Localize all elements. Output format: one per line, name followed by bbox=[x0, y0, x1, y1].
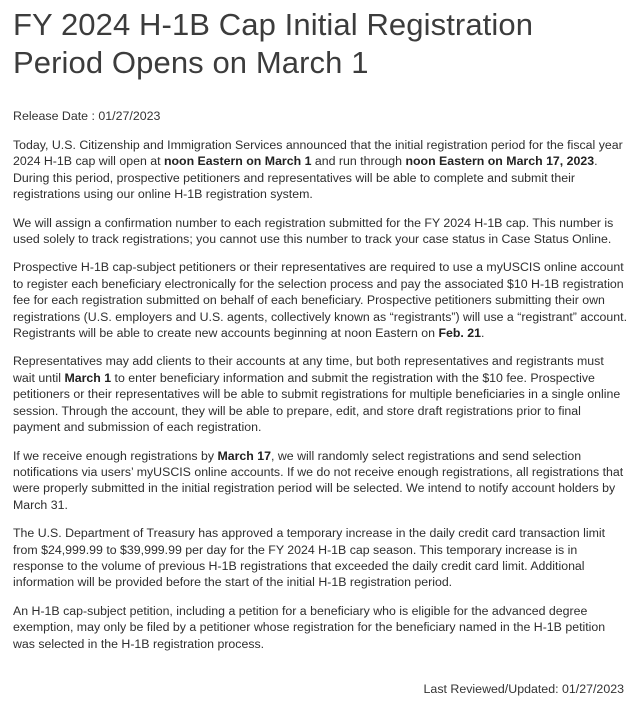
paragraph-1 bbox=[13, 137, 628, 203]
paragraph-text: If we receive enough registrations by bbox=[13, 448, 218, 463]
paragraph-7 bbox=[13, 603, 628, 652]
bold-text: noon Eastern on March 1 bbox=[163, 154, 312, 169]
paragraph-2 bbox=[13, 215, 628, 248]
paragraph-text: We will assign a confirmation number to each registration submitted for the FY 2024 H-1B cap. This number is used solely to track registrations; you cannot use this number to track your case status in Case Status Online. bbox=[13, 215, 614, 247]
paragraph-text: . During this period, prospective petitioners and representatives will be able to complete and submit their registrations using our online H-1B registration system. bbox=[13, 154, 598, 202]
paragraph-text: Today, U.S. Citizenship and Immigration Services announced that the initial registration period for the fiscal year 2024 H-1B cap will open at bbox=[13, 138, 623, 169]
paragraph-4 bbox=[13, 353, 628, 435]
article-body bbox=[13, 137, 628, 652]
paragraph-6 bbox=[13, 525, 628, 591]
page-title: FY 2024 H-1B Cap Initial Registration Period Opens on March 1 bbox=[13, 7, 534, 80]
paragraph-text: The U.S. Department of Treasury has approved a temporary increase in the daily credit card transaction limit from $24,999.99 to $39,999.99 per day for the FY 2024 H-1B cap season. This temporary increase is in response to the volume of previous H-1B registrations that exceeded the daily credit card limit. Additional information will be provided before the start of the initial H-1B registration period. bbox=[13, 526, 606, 590]
bold-text: March 1 bbox=[64, 370, 112, 385]
paragraph-text: . bbox=[480, 326, 485, 341]
bold-text: noon Eastern on March 17, 2023 bbox=[405, 154, 595, 169]
paragraph-3 bbox=[13, 259, 628, 341]
bold-text: March 17 bbox=[217, 448, 271, 463]
paragraph-text: Prospective H-1B cap-subject petitioners or their representatives are required to use a myUSCIS online account to register each beneficiary electronically for the selection process and pay the associated $10 H-1B registration fee for each registration submitted on behalf of each beneficiary. Prospective petitioners submitting their own registrations (U.S. employers and U.S. agents, collectively known as “registrants”) will use a “registrant” account. Registrants will be able to create new accounts beginning at noon Eastern on bbox=[13, 260, 627, 341]
last-reviewed: Last Reviewed/Updated: 01/27/2023 bbox=[423, 682, 624, 696]
paragraph-text: to enter beneficiary information and submit the registration with the $10 fee. Prospective petitioners or their representatives will be able to submit registrations for multiple beneficiaries in a single online session. Through the account, they will be able to prepare, edit, and store draft registrations prior to final payment and submission of each registration. bbox=[13, 370, 621, 435]
paragraph-text: An H-1B cap-subject petition, including a petition for a beneficiary who is eligible for the advanced degree exemption, may only be filed by a petitioner whose registration for the beneficiary named in the H-1B petition was selected in the H-1B registration process. bbox=[13, 603, 606, 651]
paragraph-text: and run through bbox=[311, 154, 406, 169]
paragraph-text: Representatives may add clients to their accounts at any time, but both representatives and registrants must wait until bbox=[13, 354, 604, 385]
release-date: Release Date : 01/27/2023 bbox=[13, 109, 161, 123]
paragraph-5 bbox=[13, 448, 628, 514]
paragraph-text: , we will randomly select registrations and send selection notifications via users’ myUSCIS online accounts. If we do not receive enough registrations, all registrations that were properly submitted in the initial registration period will be selected. We intend to notify account holders by March 31. bbox=[13, 448, 624, 512]
bold-text: Feb. 21 bbox=[438, 326, 481, 341]
